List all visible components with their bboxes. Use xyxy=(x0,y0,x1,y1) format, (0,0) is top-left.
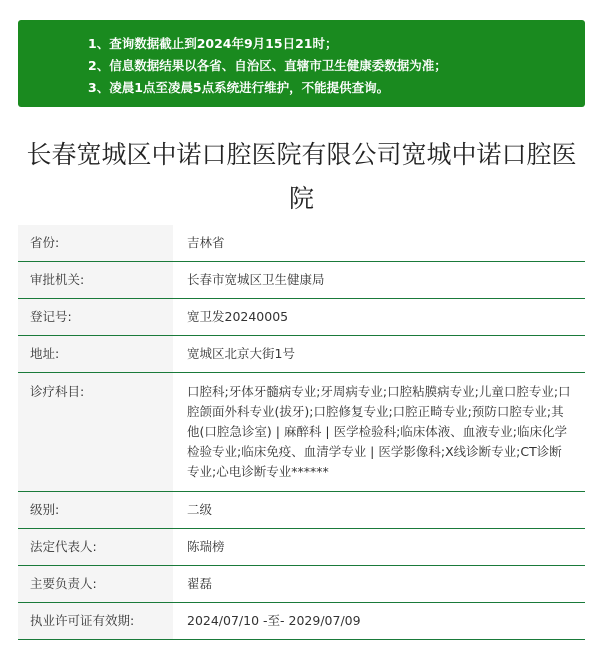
notice-line: 1、查询数据截止到2024年9月15日21时； xyxy=(88,36,338,51)
notice-line: 3、凌晨1点至凌晨5点系统进行维护，不能提供查询。 xyxy=(88,80,390,95)
table-row xyxy=(18,566,585,603)
field-label: 法定代表人: xyxy=(18,529,173,565)
field-value: 吉林省 xyxy=(187,235,225,250)
table-row xyxy=(18,529,585,566)
field-value: 宽卫发20240005 xyxy=(187,309,289,324)
field-value: 翟磊 xyxy=(187,576,213,591)
field-value: 2024/07/10 -至- 2029/07/09 xyxy=(187,613,361,628)
notice-banner xyxy=(18,20,585,107)
field-label: 执业许可证有效期: xyxy=(18,603,173,639)
notice-line: 2、信息数据结果以各省、自治区、直辖市卫生健康委数据为准； xyxy=(88,58,447,73)
table-row xyxy=(18,225,585,262)
table-row xyxy=(18,299,585,336)
field-label: 诊疗科目: xyxy=(18,373,173,491)
table-row xyxy=(18,262,585,299)
info-table xyxy=(18,225,585,640)
page-title: 长春宽城区中诺口腔医院有限公司宽城中诺口腔医院 xyxy=(26,140,577,213)
field-label: 省份: xyxy=(18,225,173,261)
table-row xyxy=(18,603,585,640)
field-label: 主要负责人: xyxy=(18,566,173,602)
field-value: 二级 xyxy=(187,502,213,517)
field-value: 宽城区北京大街1号 xyxy=(187,346,295,361)
table-row xyxy=(18,492,585,529)
table-row xyxy=(18,336,585,373)
field-value: 长春市宽城区卫生健康局 xyxy=(187,272,325,287)
field-label: 审批机关: xyxy=(18,262,173,298)
field-label: 登记号: xyxy=(18,299,173,335)
field-value: 陈瑞榜 xyxy=(187,539,225,554)
field-label: 级别: xyxy=(18,492,173,528)
field-value: 口腔科;牙体牙髓病专业;牙周病专业;口腔粘膜病专业;儿童口腔专业;口腔颌面外科专业(拔牙);口腔修复专业;口腔正畸专业;预防口腔专业;其他(口腔急诊室) | 麻醉科 | 医学检验科;临床体液、血液专业;临床化学检验专业;临床免疫、血清学专业 | 医学影像科;X线诊断专业;CT诊断专业;心电诊断专业****** xyxy=(187,384,571,479)
field-label: 地址: xyxy=(18,336,173,372)
table-row xyxy=(18,373,585,492)
